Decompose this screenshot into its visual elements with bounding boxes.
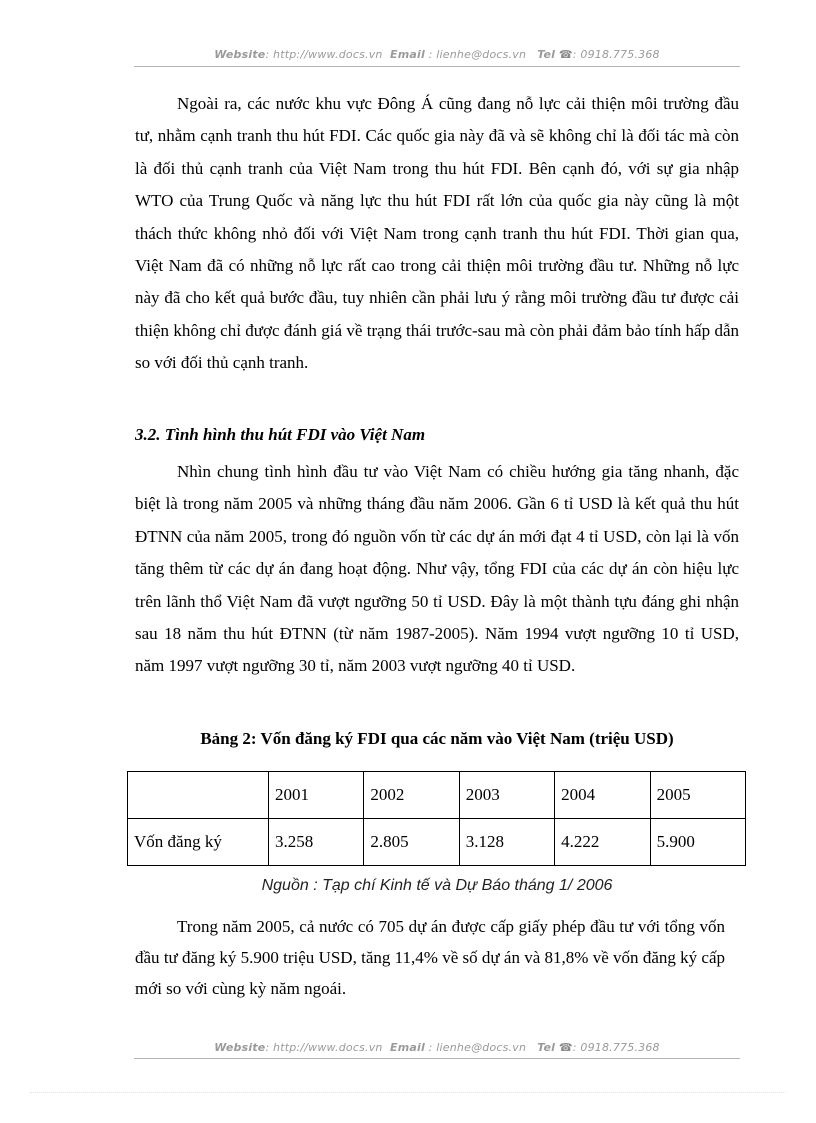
paragraph-1: Ngoài ra, các nước khu vực Đông Á cũng đang nỗ lực cải thiện môi trường đầu tư, nhằm cạnh tranh thu hút FDI. Các quốc gia này đã và sẽ không chỉ là đối tác mà còn là đối thủ cạnh tranh của Việt Nam trong thu hút FDI. Bên cạnh đó, với sự gia nhập WTO của Trung Quốc và năng lực thu hút FDI rất lớn của quốc gia này cũng là một thách thức không nhỏ đối với Việt Nam trong cạnh tranh thu hút FDI. Thời gian qua, Việt Nam đã có những nỗ lực rất cao trong cải thiện môi trường đầu tư. Những nỗ lực này đã cho kết quả bước đầu, tuy nhiên cần phải lưu ý rằng môi trường đầu tư được cải thiện không chỉ được đánh giá về trạng thái trước-sau mà còn phải đảm bảo tính hấp dẫn so với đối thủ cạnh tranh. [135, 94, 739, 373]
table-year-cell: 2004 [555, 772, 650, 819]
table-value-cell: 3.128 [459, 819, 554, 866]
paragraph-3: Trong năm 2005, cả nước có 705 dự án được cấp giấy phép đầu tư với tổng vốn đầu tư đăng ký 5.900 triệu USD, tăng 11,4% về số dự án và 81,8% về vốn đăng ký cấp mới so với cùng kỳ năm ngoái. [135, 917, 725, 998]
table-value-cell: 4.222 [555, 819, 650, 866]
tel-label: Tel [537, 48, 556, 61]
table-value-cell: 3.258 [269, 819, 364, 866]
section-heading: 3.2. Tình hình thu hút FDI vào Việt Nam [135, 425, 426, 444]
table-row [128, 819, 746, 866]
paragraph-2: Nhìn chung tình hình đầu tư vào Việt Nam có chiều hướng gia tăng nhanh, đặc biệt là trong năm 2005 và những tháng đầu năm 2006. Gần 6 tỉ USD là kết quả thu hút ĐTNN của năm 2005, trong đó nguồn vốn từ các dự án mới đạt 4 tỉ USD, còn lại là vốn tăng thêm từ các dự án đang hoạt động. Như vậy, tổng FDI của các dự án còn hiệu lực trên lãnh thổ Việt Nam đã vượt ngưỡng 50 tỉ USD. Đây là một thành tựu đáng ghi nhận sau 18 năm thu hút ĐTNN (từ năm 1987-2005). Năm 1994 vượt ngưỡng 10 tỉ USD, năm 1997 vượt ngưỡng 30 tỉ, năm 2003 vượt ngưỡng 40 tỉ USD. [135, 462, 739, 676]
page-break-line [30, 1092, 786, 1093]
table-source-note: Nguồn : Tạp chí Kinh tế và Dự Báo tháng 1/ 2006 [261, 877, 613, 894]
table-value-cell: 2.805 [364, 819, 459, 866]
tel-label: Tel [537, 1041, 556, 1054]
table-corner-cell [128, 772, 269, 819]
website-label: Website [214, 1041, 266, 1054]
table-year-cell: 2001 [269, 772, 364, 819]
table-row-label: Vốn đăng ký [128, 819, 269, 866]
page-header [134, 48, 740, 61]
table-value-cell: 5.900 [650, 819, 745, 866]
tel-value: : 0918.775.368 [572, 1041, 660, 1054]
email-value: : lienhe@docs.vn [428, 1041, 527, 1054]
phone-icon: ☎ [558, 48, 573, 61]
table-title: Bảng 2: Vốn đăng ký FDI qua các năm vào Việt Nam (triệu USD) [200, 729, 674, 748]
website-label: Website [214, 48, 266, 61]
table-header-row [128, 772, 746, 819]
tel-value: : 0918.775.368 [572, 48, 660, 61]
email-label: Email [390, 1041, 425, 1054]
website-value: : http://www.docs.vn [265, 1041, 383, 1054]
fdi-table [127, 771, 746, 866]
email-label: Email [390, 48, 425, 61]
email-value: : lienhe@docs.vn [428, 48, 527, 61]
table-year-cell: 2005 [650, 772, 745, 819]
page-footer [134, 1041, 740, 1054]
table-year-cell: 2002 [364, 772, 459, 819]
phone-icon: ☎ [558, 1041, 573, 1054]
footer-rule [134, 1058, 740, 1059]
website-value: : http://www.docs.vn [265, 48, 383, 61]
header-rule [134, 66, 740, 67]
table-year-cell: 2003 [459, 772, 554, 819]
